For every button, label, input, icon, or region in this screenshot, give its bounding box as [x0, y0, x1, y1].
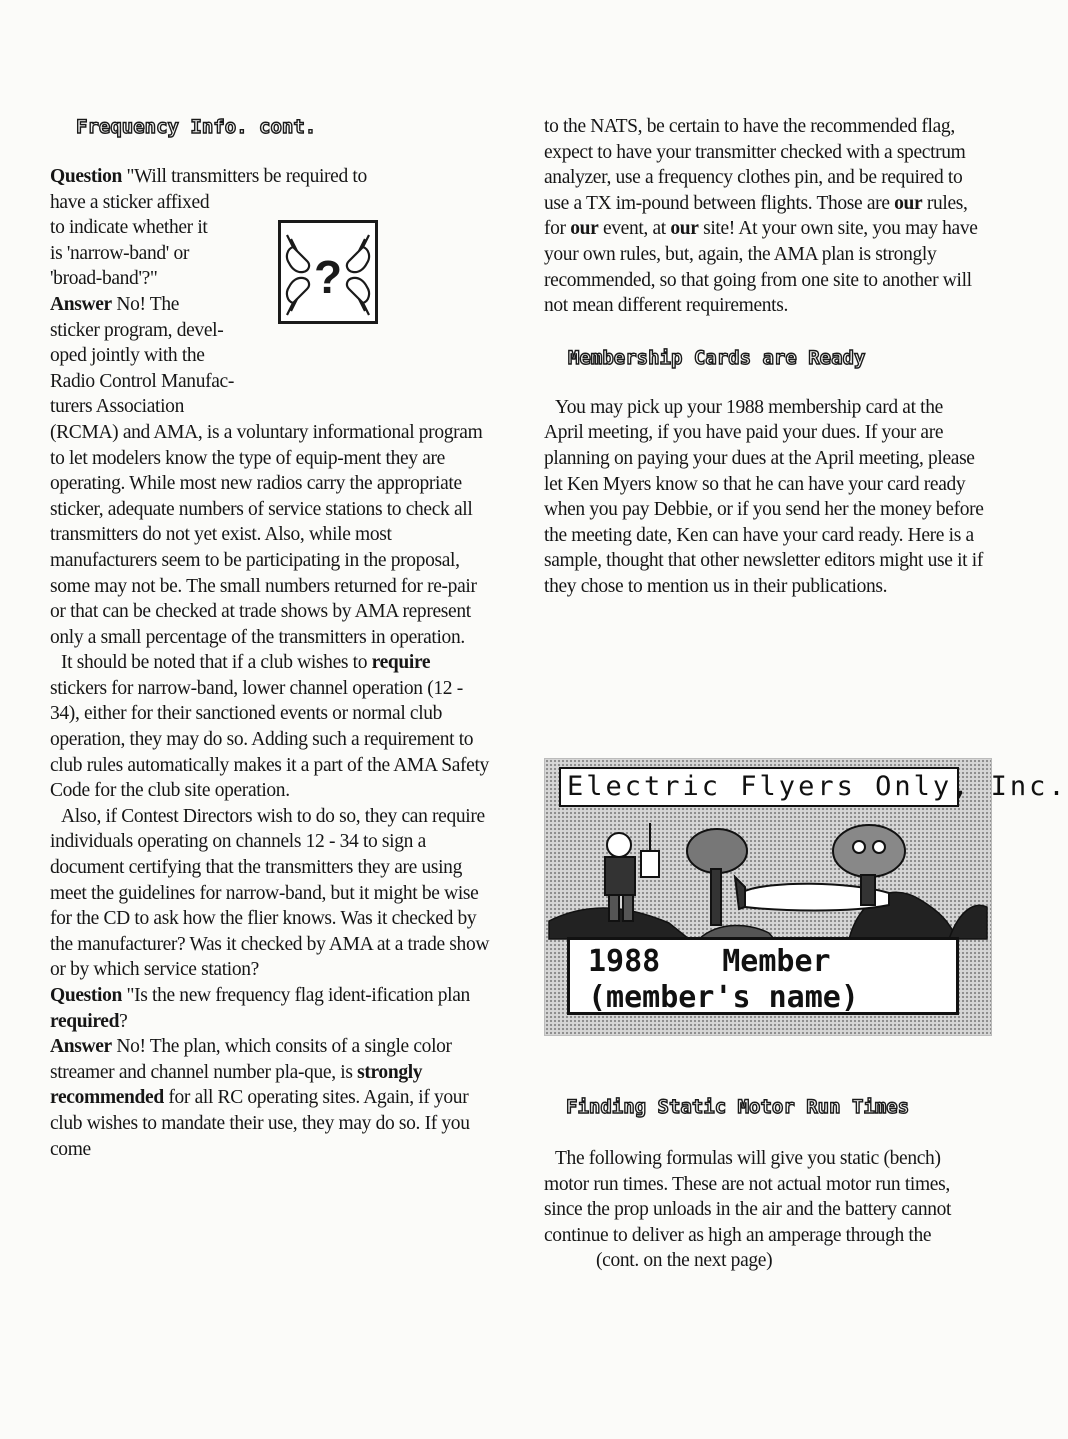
card-year: 1988 [588, 944, 661, 979]
answer-1-wrap-line: Radio Control Manufac- [50, 370, 235, 392]
club-requirement-paragraph: It should be noted that if a club wishes to require stickers for narrow-band, lower channel operation (12 - 34), either for their sanctioned events or normal club operation, they may do so. Adding such a requirement to club rules automatically makes it a part of the AMA Safety Code for the club site operation. [50, 652, 489, 802]
question-1-text: "Will transmitters be required to [121, 166, 367, 187]
static-motor-section [544, 1094, 984, 1274]
question-1 [50, 164, 490, 190]
question-1-wrap-line: 'broad-band'?" [50, 268, 158, 290]
static-motor-heading: Finding Static Motor Run Times [566, 1096, 910, 1118]
question-1-wrap-line: is 'narrow-band' or [50, 242, 190, 264]
answer-1-label: Answer [50, 293, 112, 315]
question-2: Question "Is the new frequency flag ident-ification plan required? [50, 985, 470, 1032]
question-1-label: Question [50, 166, 122, 187]
left-column [50, 114, 490, 1162]
membership-card-sample [544, 758, 1068, 1036]
question-1-wrap-line: have a sticker affixed [50, 191, 210, 213]
nats-continuation: to the NATS, be certain to have the recommended flag, expect to have your transmitter checked with a spectrum analyzer, use a frequency clothes pin, and be required to use a TX im-pound between flights. Those are our rules, for our event, at our site! At your own site, you may have your own rules, but, again, the AMA plan is strongly recommended, so that going from one site to another will not mean different requirements. [544, 116, 978, 317]
static-motor-paragraph: The following formulas will give you static (bench) motor run times. These are not actual motor run times, since the prop unloads in the air and the battery cannot continue to deliver as high an amperage through the [544, 1148, 952, 1246]
pointing-hands-icon [281, 223, 375, 321]
right-column [544, 114, 984, 600]
svg-text:?: ? [313, 251, 343, 303]
contest-directors-paragraph: Also, if Contest Directors wish to do so, they can require individuals operating on channels 12 - 34 to sign a document certifying that the transmitters they are using meet the guidelines for narrow-band, but it might be wise for the CD to ask how the flier knows. Was it checked by the manufacturer? Was it checked by AMA at a trade show or by which service station? [50, 805, 490, 981]
answer-1-wrap-line: sticker program, devel- [50, 319, 224, 341]
answer-1-body: (RCMA) and AMA, is a voluntary informational program to let modelers know the type of equip-ment they are operating. While most new radios carry the appropriate sticker, adequate numbers of service stations to check all transmitters do not yet exist. Also, while most manufacturers seem to be participating in the proposal, some may not be. The small numbers returned for re-pair or that can be checked at trade shows by AMA represent only a small percentage of the transmitters in operation. [50, 421, 483, 648]
membership-paragraph: You may pick up your 1988 membership card at the April meeting, if you have paid your dues. If your are planning on paying your dues at the April meeting, please let Ken Myers know so that he can have your card ready when you pay Debbie, or if you send her the money before the meeting date, Ken can have your card ready. Here is a sample, thought that other newsletter editors might use it if they chose to mention us in their publications. [544, 396, 984, 597]
card-member-box [567, 937, 959, 1015]
answer-1-first-line: Answer No! The [50, 293, 180, 315]
frequency-info-heading: Frequency Info. cont. [76, 116, 317, 138]
question-1-wrap-line: to indicate whether it [50, 217, 208, 239]
card-title: Electric Flyers Only, Inc. [559, 767, 959, 807]
card-member-name: (member's name) [588, 980, 859, 1015]
continued-note: (cont. on the next page) [596, 1250, 773, 1272]
card-cartoon-scene [549, 811, 987, 939]
membership-cards-heading: Membership Cards are Ready [568, 346, 866, 369]
card-member-word: Member [722, 944, 831, 979]
answer-1-wrap-line: oped jointly with the [50, 345, 205, 367]
question-mark-hands-illustration [278, 220, 378, 324]
answer-1-wrap-line: turers Association [50, 396, 184, 418]
answer-2: Answer No! The plan, which consits of a single color streamer and channel number pla-que, is strongly recommended for all RC operating sites. Again, if your club wishes to mandate their use, they may do so. If you come [50, 1036, 470, 1160]
